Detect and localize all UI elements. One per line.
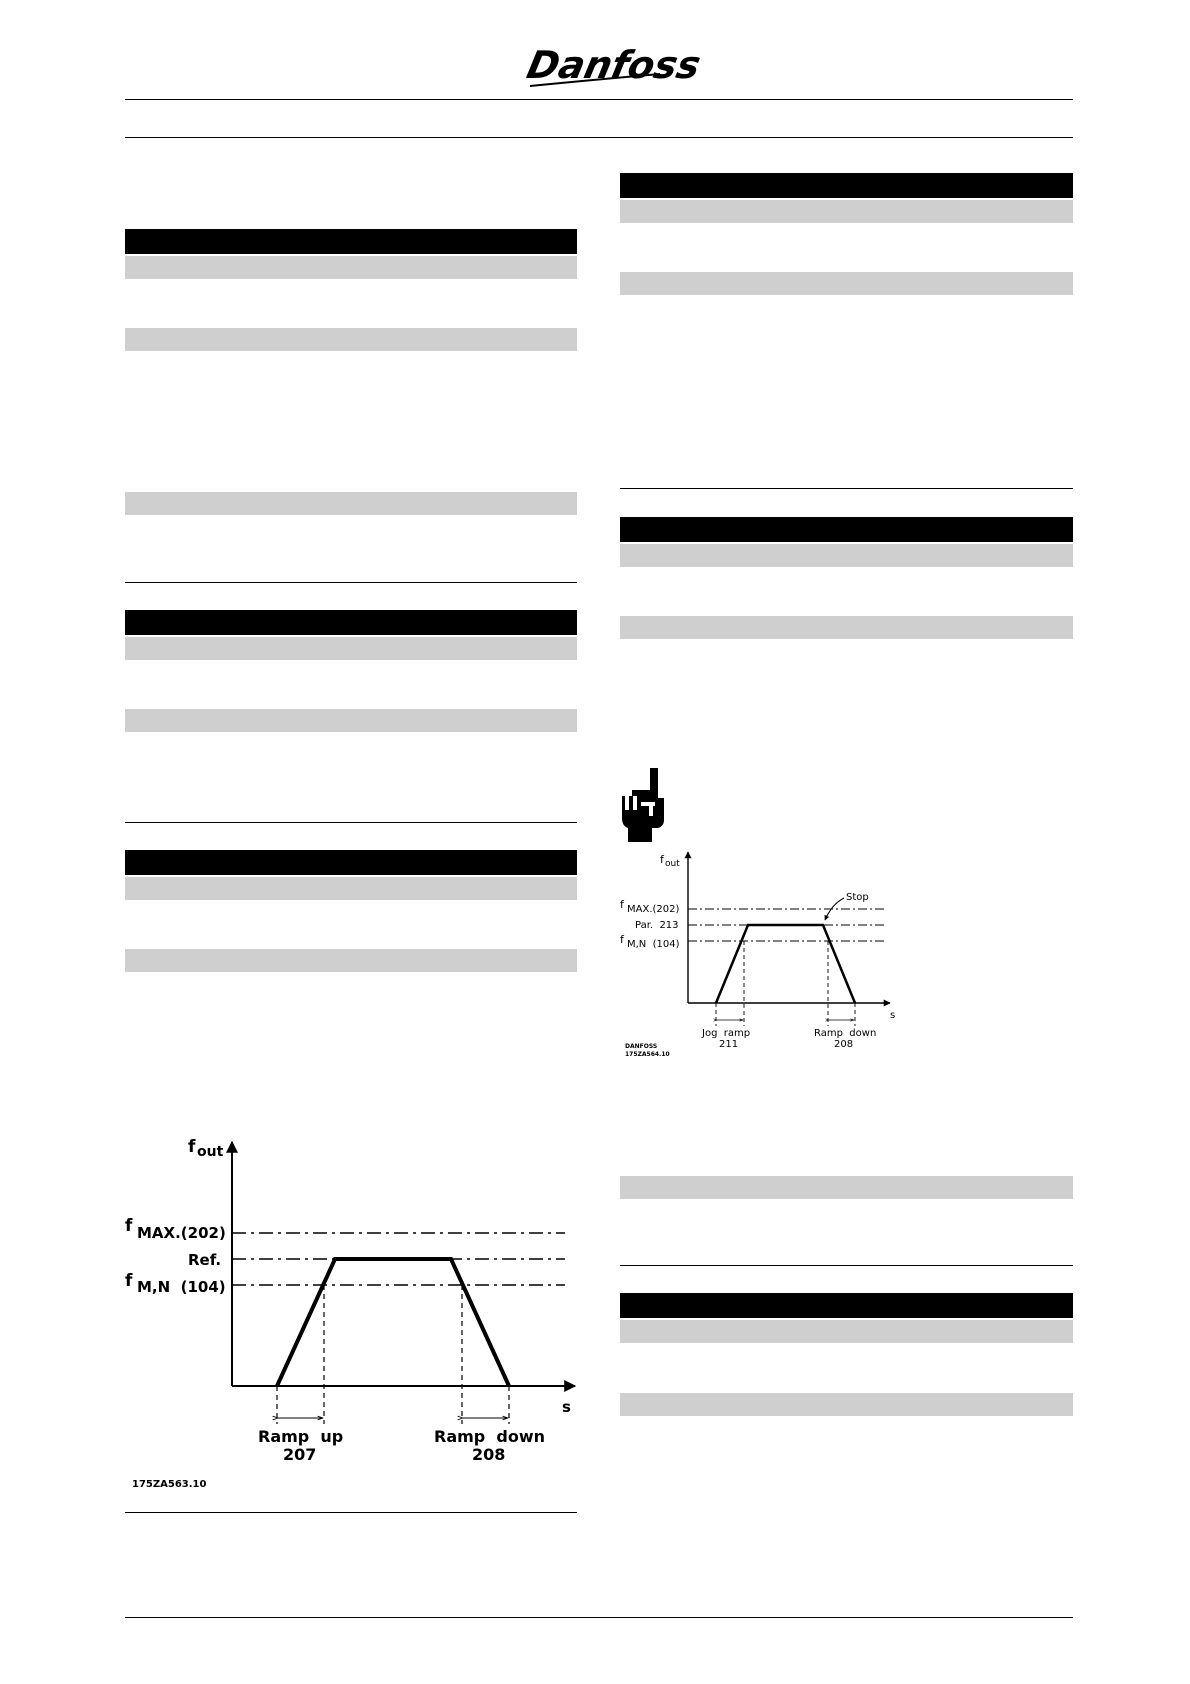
y-axis-sub: out	[665, 859, 680, 869]
fmax-sub: MAX.(202)	[627, 904, 680, 915]
section-bar	[125, 610, 577, 635]
parameter-bar	[620, 616, 1073, 639]
fmn-sub: M,N (104)	[137, 1278, 226, 1296]
header-rule	[125, 99, 1073, 100]
ramp-down-label: Ramp down	[814, 1028, 877, 1039]
section-bar	[620, 173, 1073, 198]
danfoss-logo	[520, 36, 705, 92]
stop-label: Stop	[846, 892, 869, 903]
ramp-curve	[716, 925, 855, 1003]
logo-text: Danfoss	[522, 43, 705, 88]
parameter-bar	[125, 256, 577, 279]
parameter-bar	[620, 1320, 1073, 1343]
ref-label: Ref.	[188, 1251, 222, 1269]
ramp-curve	[277, 1259, 509, 1386]
ramp-up-param: 207	[283, 1445, 317, 1464]
parameter-bar	[125, 949, 577, 972]
parameter-bar	[125, 328, 577, 351]
section-divider	[125, 582, 577, 583]
parameter-bar	[620, 272, 1073, 295]
x-axis-label: s	[562, 1398, 571, 1416]
ramp-down-param: 208	[834, 1039, 854, 1050]
y-axis-sub: out	[197, 1144, 224, 1160]
ramp-down-param: 208	[472, 1445, 506, 1464]
fmn-sub: M,N (104)	[627, 939, 680, 950]
footer-rule	[125, 1617, 1073, 1618]
jog-ramp-param: 211	[719, 1039, 739, 1050]
parameter-bar	[125, 877, 577, 900]
par-label: Par. 213	[635, 920, 679, 931]
section-bar	[620, 1293, 1073, 1318]
section-divider	[125, 822, 577, 823]
section-bar	[125, 850, 577, 875]
ramp-diagram-left	[125, 1130, 577, 1500]
section-bar	[620, 517, 1073, 542]
x-axis-label: s	[890, 1010, 896, 1021]
parameter-bar	[125, 637, 577, 660]
parameter-bar	[620, 1393, 1073, 1416]
figure-code: 175ZA564.10	[625, 1051, 670, 1058]
pointing-hand-icon	[620, 766, 672, 844]
section-bar	[125, 229, 577, 254]
ramp-down-label: Ramp down	[434, 1427, 545, 1446]
parameter-bar	[125, 492, 577, 515]
section-divider	[620, 1265, 1073, 1266]
y-axis-label: f	[660, 853, 664, 866]
section-divider	[125, 1512, 577, 1513]
ramp-diagram-right	[620, 848, 910, 1063]
parameter-bar	[620, 544, 1073, 567]
brand-code: DANFOSS	[625, 1043, 658, 1050]
parameter-bar	[620, 200, 1073, 223]
fmn-label: f	[620, 933, 624, 946]
fmax-label: f	[125, 1216, 133, 1236]
header-rule-2	[125, 137, 1073, 138]
fmn-label: f	[125, 1271, 133, 1291]
figure-code: 175ZA563.10	[132, 1479, 207, 1490]
parameter-bar	[125, 709, 577, 732]
y-axis-label: f	[188, 1137, 196, 1157]
parameter-bar	[620, 1176, 1073, 1199]
jog-ramp-label: Jog ramp	[702, 1028, 751, 1039]
fmax-label: f	[620, 898, 624, 911]
fmax-sub: MAX.(202)	[137, 1224, 226, 1242]
ramp-up-label: Ramp up	[258, 1427, 344, 1446]
section-divider	[620, 488, 1073, 489]
